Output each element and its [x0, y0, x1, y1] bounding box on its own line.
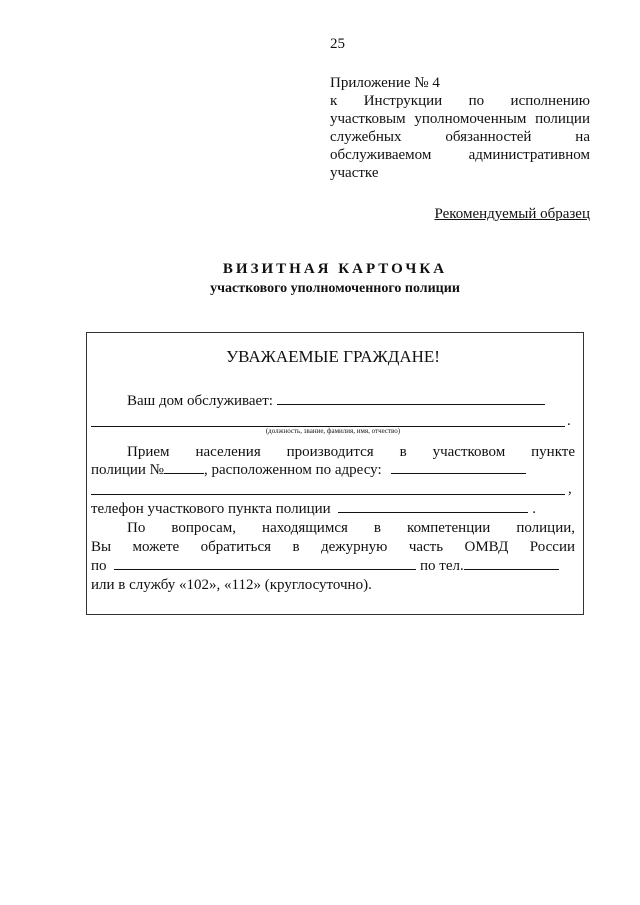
- address-blank[interactable]: [391, 461, 526, 474]
- po-label: по: [91, 558, 107, 574]
- duty-unit-blank[interactable]: [114, 557, 416, 570]
- police-no-blank[interactable]: [164, 461, 204, 474]
- duty-line: [91, 557, 575, 575]
- period: .: [567, 413, 571, 429]
- reception-line: Прием населения производится в участковом пункте: [127, 444, 575, 460]
- greeting: УВАЖАЕМЫЕ ГРАЖДАНЕ!: [226, 347, 440, 366]
- appendix-line: участковым уполномоченным полиции: [330, 111, 590, 127]
- serves-blank[interactable]: [277, 392, 545, 405]
- appendix-line: участке: [330, 165, 379, 181]
- emergency-line: или в службу «102», «112» (круглосуточно).: [91, 577, 372, 593]
- comma: ,: [568, 481, 572, 497]
- questions-line: Вы можете обратиться в дежурную часть ОМВД России: [91, 539, 575, 555]
- card-subheading: участкового уполномоченного полиции: [210, 281, 460, 296]
- phone-label: телефон участкового пункта полиции: [91, 501, 331, 517]
- appendix-line: служебных обязанностей на: [330, 129, 590, 145]
- appendix-title: Приложение № 4: [330, 75, 440, 91]
- appendix-line: обслуживаемом административном: [330, 147, 590, 163]
- phone-blank[interactable]: [338, 500, 528, 513]
- police-no-label: полиции №: [91, 462, 164, 478]
- sample-label: Рекомендуемый образец: [434, 206, 590, 222]
- tel-blank[interactable]: [464, 557, 559, 570]
- address-blank-line[interactable]: [91, 494, 565, 495]
- serves-line: [91, 392, 575, 410]
- appendix-line: к Инструкции по исполнению: [330, 93, 590, 109]
- page-number: 25: [330, 36, 345, 52]
- questions-line: По вопросам, находящимся в компетенции полиции,: [127, 520, 575, 536]
- name-caption: (должность, звание, фамилия, имя, отчество): [265, 427, 401, 435]
- phone-line: телефон участкового пункта полиции .: [91, 501, 536, 517]
- card-heading: ВИЗИТНАЯ КАРТОЧКА: [222, 261, 448, 277]
- reception-line-2: [91, 461, 575, 479]
- tel-label: по тел.: [420, 558, 464, 574]
- serves-label: Ваш дом обслуживает:: [127, 393, 273, 409]
- business-card-frame: [86, 332, 584, 615]
- address-label: , расположенном по адресу:: [204, 462, 382, 478]
